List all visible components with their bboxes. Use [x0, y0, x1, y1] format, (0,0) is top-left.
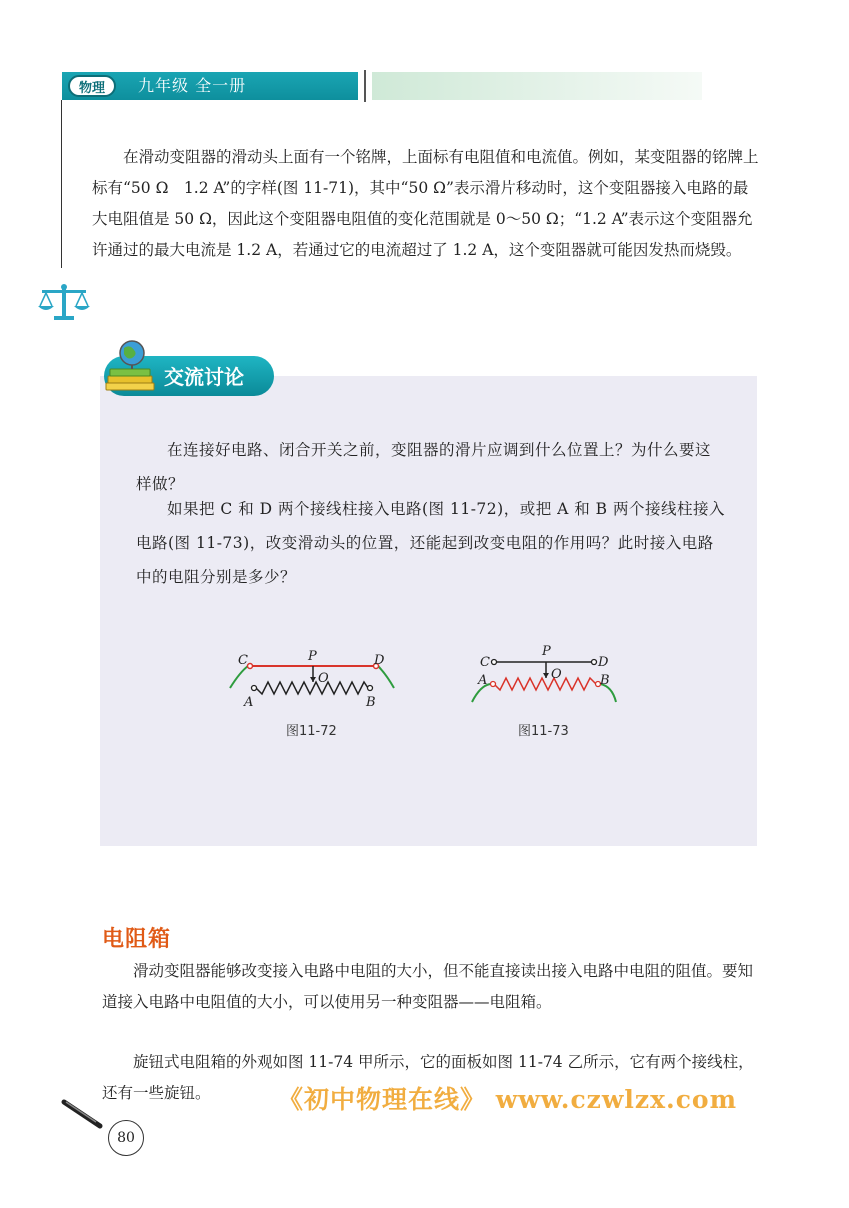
watermark: 《初中物理在线》 www.czwlzx.com	[278, 1085, 738, 1114]
label-c: C	[480, 655, 490, 670]
section-paragraph-2: 旋钮式电阻箱的外观如图 11-74 甲所示，它的面板如图 11-74 乙所示，它有两个接线柱，还有一些旋钮。	[102, 1053, 754, 1102]
label-d: D	[374, 653, 385, 668]
label-a: A	[478, 673, 488, 688]
terminal-b	[368, 686, 373, 691]
resistance-coil	[494, 678, 596, 690]
label-d: D	[598, 655, 609, 670]
terminal-a	[252, 686, 257, 691]
label-p: P	[308, 649, 317, 664]
figure-11-73-caption: 图11-73	[518, 724, 569, 739]
subject-logo: 物理	[68, 75, 116, 97]
scale-icon	[36, 282, 92, 322]
terminal-d	[592, 660, 597, 665]
section-paragraph-1: 滑动变阻器能够改变接入电路中电阻的大小，但不能直接读出接入电路中电阻的阻值。要知道接入电路中电阻值的大小，可以使用另一种变阻器——电阻箱。	[102, 962, 754, 1011]
header-title: 九年级 全一册	[138, 76, 247, 95]
discussion-question-1: 在连接好电路、闭合开关之前，变阻器的滑片应调到什么位置上？为什么要这样做？	[136, 441, 712, 493]
label-o: O	[551, 667, 562, 682]
figure-11-72	[218, 644, 408, 710]
slider-tip	[543, 673, 549, 678]
paragraph-nameplate: 在滑动变阻器的滑动头上面有一个铭牌，上面标有电阻值和电流值。例如，某变阻器的铭牌上标有“50 Ω 1.2 A”的字样(图 11-71)，其中“50 Ω”表示滑片移动时，这个变阻器接入电路的最大电阻值是 50 Ω，因此这个变阻器电阻值的变化范围就是 0～50 Ω；“1.2 A”表示这个变阻器允许通过的最大电流是 1.2 A，若通过它的电流超过了 1.2 A，这个变阻器就可能因发热而烧毁。	[92, 148, 759, 259]
lead-wire-left	[230, 666, 248, 688]
section-title: 电阻箱	[102, 927, 172, 952]
figure-11-73	[466, 640, 626, 710]
label-b: B	[366, 695, 376, 710]
figure-11-72-caption: 图11-72	[286, 724, 337, 739]
terminal-a	[491, 682, 496, 687]
label-c: C	[238, 653, 248, 668]
resistance-coil	[256, 682, 368, 694]
slider-tip	[310, 677, 316, 682]
label-o: O	[318, 671, 329, 686]
lead-wire-right	[378, 666, 394, 688]
terminal-c	[248, 664, 253, 669]
header-divider	[364, 70, 366, 102]
label-b: B	[600, 673, 610, 688]
label-p: P	[542, 644, 551, 659]
page-number: 80	[108, 1120, 144, 1156]
discussion-title: 交流讨论	[164, 365, 244, 389]
header-gradient-band	[372, 72, 702, 100]
terminal-c	[492, 660, 497, 665]
label-a: A	[244, 695, 254, 710]
discussion-question-2: 如果把 C 和 D 两个接线柱接入电路(图 11-72)，或把 A 和 B 两个接线柱接入电路(图 11-73)，改变滑动头的位置，还能起到改变电阻的作用吗？此时接入电路中的电阻分别是多少？	[136, 500, 725, 586]
margin-line	[61, 100, 62, 268]
globe-icon	[102, 338, 164, 394]
